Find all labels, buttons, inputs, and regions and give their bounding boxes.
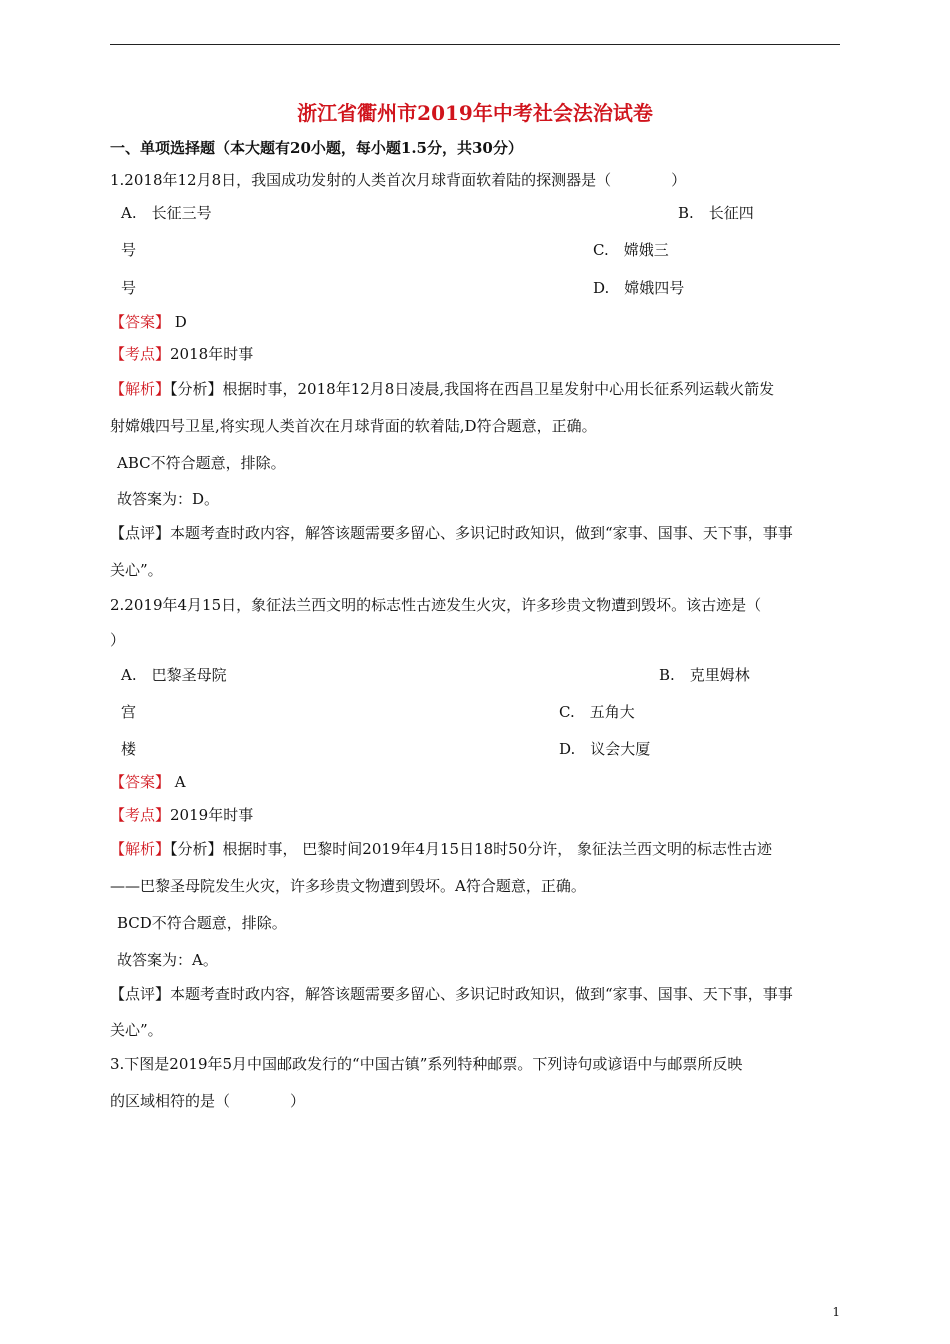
q1-analysis-3: ABC不符合题意，排除。 [117,454,286,472]
q2-analysis-line-1 [110,839,772,859]
q1-option-c: C. 嫦娥三 [593,241,669,259]
q2-point: 2019年时事 [170,806,254,824]
q2-analysis-4: 故答案为：A。 [117,951,218,969]
point-label: 【考点】 [110,345,171,363]
q2-option-c-wrap: 楼 [121,740,137,758]
q2-option-b-wrap: 宫 [121,703,137,721]
q1-analysis-2: 射嫦娥四号卫星,将实现人类首次在月球背面的软着陆,D符合题意，正确。 [110,417,597,435]
q1-comment-2: 关心”。 [110,561,163,579]
q2-stem-1: 2.2019年4月15日，象征法兰西文明的标志性古迹发生火灾，许多珍贵文物遭到毁坏。该古迹是（ [110,596,762,614]
q2-comment-2: 关心”。 [110,1021,163,1039]
page-number: 1 [832,1305,840,1319]
answer-label: 【答案】 [110,773,171,791]
q2-option-a: A. 巴黎圣母院 [121,666,227,684]
q1-answer: D [170,313,187,331]
q1-option-c-wrap: 号 [121,279,137,297]
q2-option-d: D. 议会大厦 [559,740,651,758]
q3-stem-1: 3.下图是2019年5月中国邮政发行的“中国古镇”系列特种邮票。下列诗句或谚语中与邮票所反映 [110,1055,743,1073]
point-label: 【考点】 [110,806,171,824]
q2-analysis-3: BCD不符合题意，排除。 [117,914,287,932]
q2-point-line [110,805,253,825]
q2-option-b: B. 克里姆林 [659,666,750,684]
q1-point: 2018年时事 [170,345,254,363]
q1-answer-line [110,312,187,332]
comment-label: 【点评】 [110,524,171,542]
q1-analysis-4: 故答案为：D。 [117,490,220,508]
header-rule [110,44,840,45]
q3-stem-2: 的区域相符的是（ ） [110,1092,306,1110]
q1-comment-1: 本题考查时政内容，解答该题需要多留心、多识记时政知识，做到“家事、国事、天下事，事事 [170,524,793,542]
q1-analysis-line-1 [110,379,774,399]
q1-comment-line-1 [110,523,793,543]
q1-stem: 1.2018年12月8日，我国成功发射的人类首次月球背面软着陆的探测器是（ ） [110,171,687,189]
analysis-label: 【解析】 [110,380,171,398]
q2-comment-line-1 [110,984,793,1004]
q2-comment-1: 本题考查时政内容，解答该题需要多留心、多识记时政知识，做到“家事、国事、天下事，事事 [170,985,793,1003]
q2-answer-line [110,772,186,792]
answer-label: 【答案】 [110,313,171,331]
q1-point-line [110,344,253,364]
q1-option-a: A. 长征三号 [121,204,212,222]
q2-stem-2: ） [110,631,126,649]
q2-analysis-1: 【分析】根据时事， 巴黎时间2019年4月15日18时50分许， 象征法兰西文明的标志性古迹 [170,840,773,858]
q2-option-c: C. 五角大 [559,703,635,721]
comment-label: 【点评】 [110,985,171,1003]
q1-option-b-wrap: 号 [121,241,137,259]
q1-analysis-1: 【分析】根据时事，2018年12月8日凌晨,我国将在西昌卫星发射中心用长征系列运载火箭发 [170,380,775,398]
q1-option-b: B. 长征四 [678,204,754,222]
q1-option-d: D. 嫦娥四号 [593,279,685,297]
q2-answer: A [170,773,186,791]
q2-analysis-2: ——巴黎圣母院发生火灾，许多珍贵文物遭到毁坏。A符合题意，正确。 [110,877,586,895]
page-title: 浙江省衢州市2019年中考社会法治试卷 [297,101,653,125]
analysis-label: 【解析】 [110,840,171,858]
section-heading: 一、单项选择题（本大题有20小题，每小题1.5分，共30分） [110,139,523,157]
